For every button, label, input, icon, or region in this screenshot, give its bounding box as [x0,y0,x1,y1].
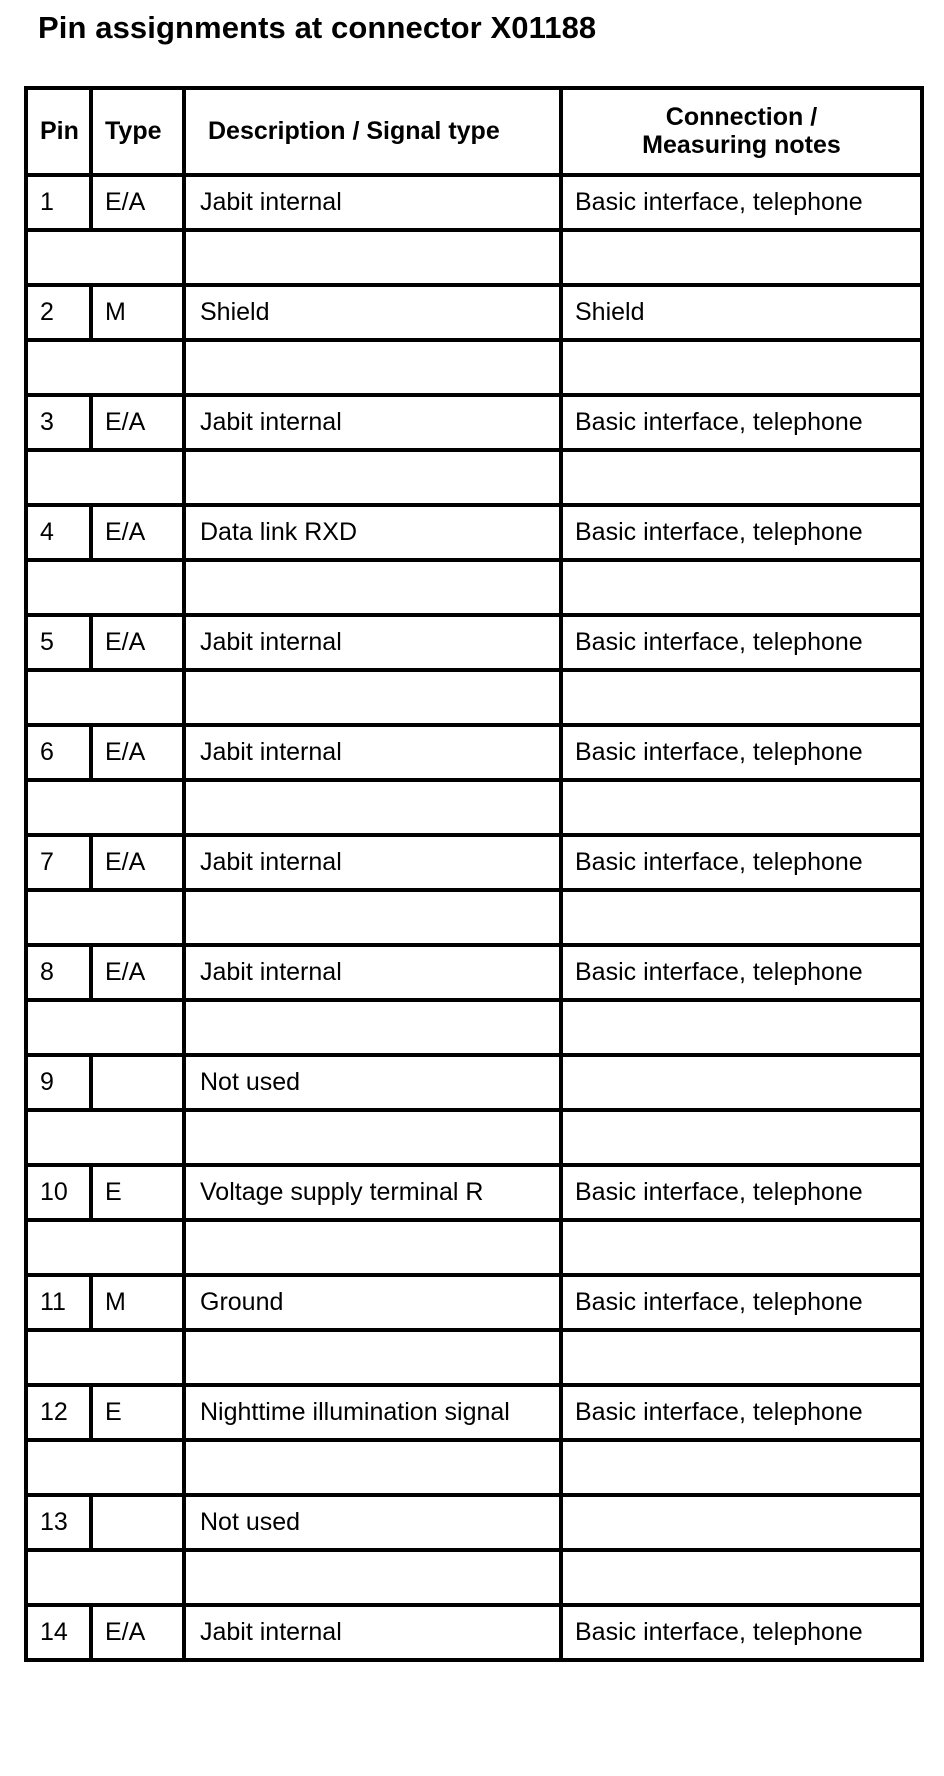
header-description: Description / Signal type [184,88,561,175]
cell-type: E/A [91,945,184,1000]
table-header-row [26,88,922,175]
cell-description: Jabit internal [184,395,561,450]
cell-connection [561,1055,922,1110]
spacer-cell [561,1440,922,1495]
spacer-cell [184,780,561,835]
table-row [26,175,922,230]
cell-connection: Basic interface, telephone [561,725,922,780]
spacer-row [26,780,922,835]
spacer-cell-merged [26,670,184,725]
table-row [26,1165,922,1220]
cell-connection: Basic interface, telephone [561,1275,922,1330]
cell-connection: Basic interface, telephone [561,615,922,670]
cell-description: Jabit internal [184,175,561,230]
cell-description: Jabit internal [184,945,561,1000]
table-row [26,945,922,1000]
cell-type: E/A [91,395,184,450]
spacer-cell [561,1220,922,1275]
spacer-cell-merged [26,1440,184,1495]
spacer-cell [184,1330,561,1385]
cell-pin: 8 [26,945,91,1000]
spacer-cell-merged [26,1330,184,1385]
spacer-cell [561,1330,922,1385]
spacer-cell [561,1110,922,1165]
table-body [26,175,922,1660]
spacer-cell [561,340,922,395]
spacer-cell [561,890,922,945]
spacer-row [26,890,922,945]
cell-pin: 13 [26,1495,91,1550]
spacer-cell [184,670,561,725]
cell-connection [561,1495,922,1550]
table-row [26,615,922,670]
spacer-row [26,340,922,395]
cell-type [91,1055,184,1110]
cell-connection: Shield [561,285,922,340]
cell-description: Jabit internal [184,1605,561,1660]
table-row [26,1605,922,1660]
cell-connection: Basic interface, telephone [561,1385,922,1440]
spacer-cell [184,230,561,285]
cell-type: E/A [91,175,184,230]
cell-pin: 10 [26,1165,91,1220]
cell-pin: 6 [26,725,91,780]
cell-connection: Basic interface, telephone [561,1605,922,1660]
cell-pin: 11 [26,1275,91,1330]
pin-assignment-table [24,86,924,1662]
spacer-cell [561,450,922,505]
cell-type: E [91,1165,184,1220]
spacer-cell [184,1000,561,1055]
cell-pin: 7 [26,835,91,890]
spacer-row [26,1550,922,1605]
spacer-cell-merged [26,560,184,615]
cell-type [91,1495,184,1550]
page-title: Pin assignments at connector X01188 [38,10,597,45]
table-row [26,835,922,890]
cell-type: M [91,285,184,340]
cell-description: Not used [184,1055,561,1110]
cell-description: Voltage supply terminal R [184,1165,561,1220]
cell-connection: Basic interface, telephone [561,175,922,230]
spacer-cell-merged [26,1550,184,1605]
spacer-row [26,1220,922,1275]
cell-connection: Basic interface, telephone [561,1165,922,1220]
header-connection-line2: Measuring notes [642,130,841,159]
spacer-cell-merged [26,340,184,395]
spacer-cell [184,1440,561,1495]
spacer-cell-merged [26,1220,184,1275]
cell-type: M [91,1275,184,1330]
cell-description: Jabit internal [184,835,561,890]
cell-description: Data link RXD [184,505,561,560]
spacer-row [26,1110,922,1165]
cell-pin: 12 [26,1385,91,1440]
cell-pin: 5 [26,615,91,670]
table-row [26,285,922,340]
spacer-cell [184,1110,561,1165]
table-row [26,1495,922,1550]
table-row [26,1275,922,1330]
spacer-cell [561,1550,922,1605]
cell-type: E/A [91,835,184,890]
cell-description: Not used [184,1495,561,1550]
cell-pin: 4 [26,505,91,560]
table-row [26,505,922,560]
spacer-cell [561,230,922,285]
spacer-cell [184,1550,561,1605]
cell-connection: Basic interface, telephone [561,505,922,560]
spacer-cell [184,890,561,945]
spacer-cell-merged [26,890,184,945]
cell-description: Shield [184,285,561,340]
cell-connection: Basic interface, telephone [561,835,922,890]
cell-type: E/A [91,505,184,560]
spacer-row [26,1440,922,1495]
spacer-row [26,670,922,725]
cell-type: E/A [91,725,184,780]
header-connection-line1: Connection / [665,103,818,131]
spacer-row [26,560,922,615]
header-connection [561,88,922,175]
cell-description: Jabit internal [184,615,561,670]
spacer-cell-merged [26,230,184,285]
spacer-cell-merged [26,780,184,835]
spacer-row [26,1000,922,1055]
cell-description: Nighttime illumination signal [184,1385,561,1440]
spacer-row [26,230,922,285]
cell-pin: 2 [26,285,91,340]
spacer-cell-merged [26,1110,184,1165]
cell-type: E/A [91,615,184,670]
table-row [26,395,922,450]
spacer-cell [184,340,561,395]
cell-pin: 3 [26,395,91,450]
header-pin: Pin [26,88,91,175]
spacer-cell [561,780,922,835]
header-type: Type [91,88,184,175]
spacer-cell [561,560,922,615]
cell-pin: 14 [26,1605,91,1660]
spacer-row [26,450,922,505]
spacer-cell-merged [26,450,184,505]
cell-description: Ground [184,1275,561,1330]
cell-description: Jabit internal [184,725,561,780]
cell-connection: Basic interface, telephone [561,395,922,450]
table-row [26,725,922,780]
cell-type: E/A [91,1605,184,1660]
cell-connection: Basic interface, telephone [561,945,922,1000]
table-row [26,1055,922,1110]
spacer-cell-merged [26,1000,184,1055]
cell-pin: 9 [26,1055,91,1110]
spacer-cell [184,1220,561,1275]
cell-type: E [91,1385,184,1440]
spacer-cell [184,450,561,505]
table-row [26,1385,922,1440]
spacer-cell [184,560,561,615]
spacer-cell [561,670,922,725]
spacer-cell [561,1000,922,1055]
cell-pin: 1 [26,175,91,230]
spacer-row [26,1330,922,1385]
